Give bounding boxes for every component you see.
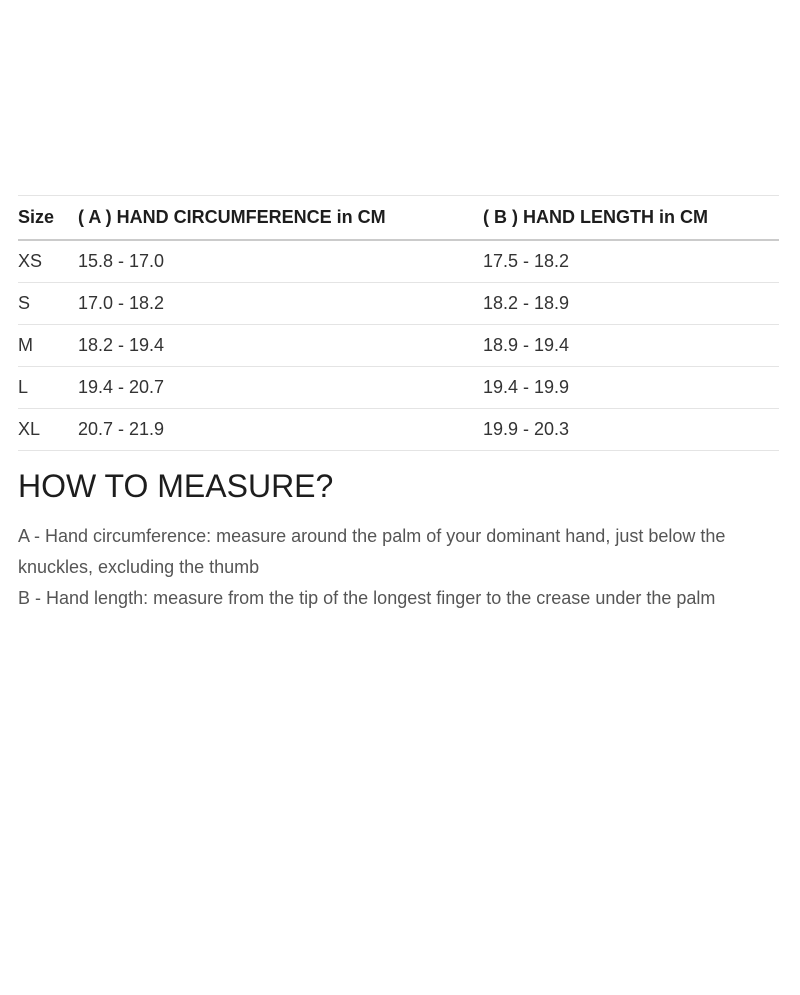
size-label: S bbox=[18, 293, 31, 313]
size-label: L bbox=[18, 377, 29, 397]
column-header-size: Size bbox=[18, 207, 55, 227]
column-header-hand-length: ( B ) HAND LENGTH in CM bbox=[483, 207, 708, 227]
table-row-m bbox=[18, 325, 779, 367]
table-row-s bbox=[18, 283, 779, 325]
column-header-hand-circumference: ( A ) HAND CIRCUMFERENCE in CM bbox=[78, 207, 386, 227]
table-row-xs bbox=[18, 240, 779, 283]
table-row-l bbox=[18, 367, 779, 409]
header-row bbox=[18, 196, 779, 241]
size-label: XL bbox=[18, 419, 41, 439]
instruction-hand-length: B - Hand length: measure from the tip of the longest finger to the crease under the palm bbox=[18, 587, 716, 608]
circumference-value: 20.7 - 21.9 bbox=[78, 419, 165, 439]
size-label: M bbox=[18, 335, 33, 355]
length-value: 19.9 - 20.3 bbox=[483, 419, 570, 439]
circumference-value: 17.0 - 18.2 bbox=[78, 293, 165, 313]
size-guide-section bbox=[18, 195, 780, 614]
circumference-value: 19.4 - 20.7 bbox=[78, 377, 165, 397]
size-chart-header bbox=[18, 196, 779, 241]
measure-instructions bbox=[18, 521, 780, 614]
how-to-measure-heading: HOW TO MEASURE? bbox=[18, 468, 334, 504]
table-row-xl bbox=[18, 409, 779, 451]
length-value: 18.9 - 19.4 bbox=[483, 335, 570, 355]
size-label: XS bbox=[18, 251, 43, 271]
size-chart-body bbox=[18, 240, 779, 451]
length-value: 19.4 - 19.9 bbox=[483, 377, 570, 397]
circumference-value: 18.2 - 19.4 bbox=[78, 335, 165, 355]
circumference-value: 15.8 - 17.0 bbox=[78, 251, 165, 271]
instruction-hand-circumference: A - Hand circumference: measure around the palm of your dominant hand, just below the knuckles, excluding the thumb bbox=[18, 525, 726, 577]
length-value: 17.5 - 18.2 bbox=[483, 251, 570, 271]
size-chart-table bbox=[18, 195, 779, 451]
length-value: 18.2 - 18.9 bbox=[483, 293, 570, 313]
